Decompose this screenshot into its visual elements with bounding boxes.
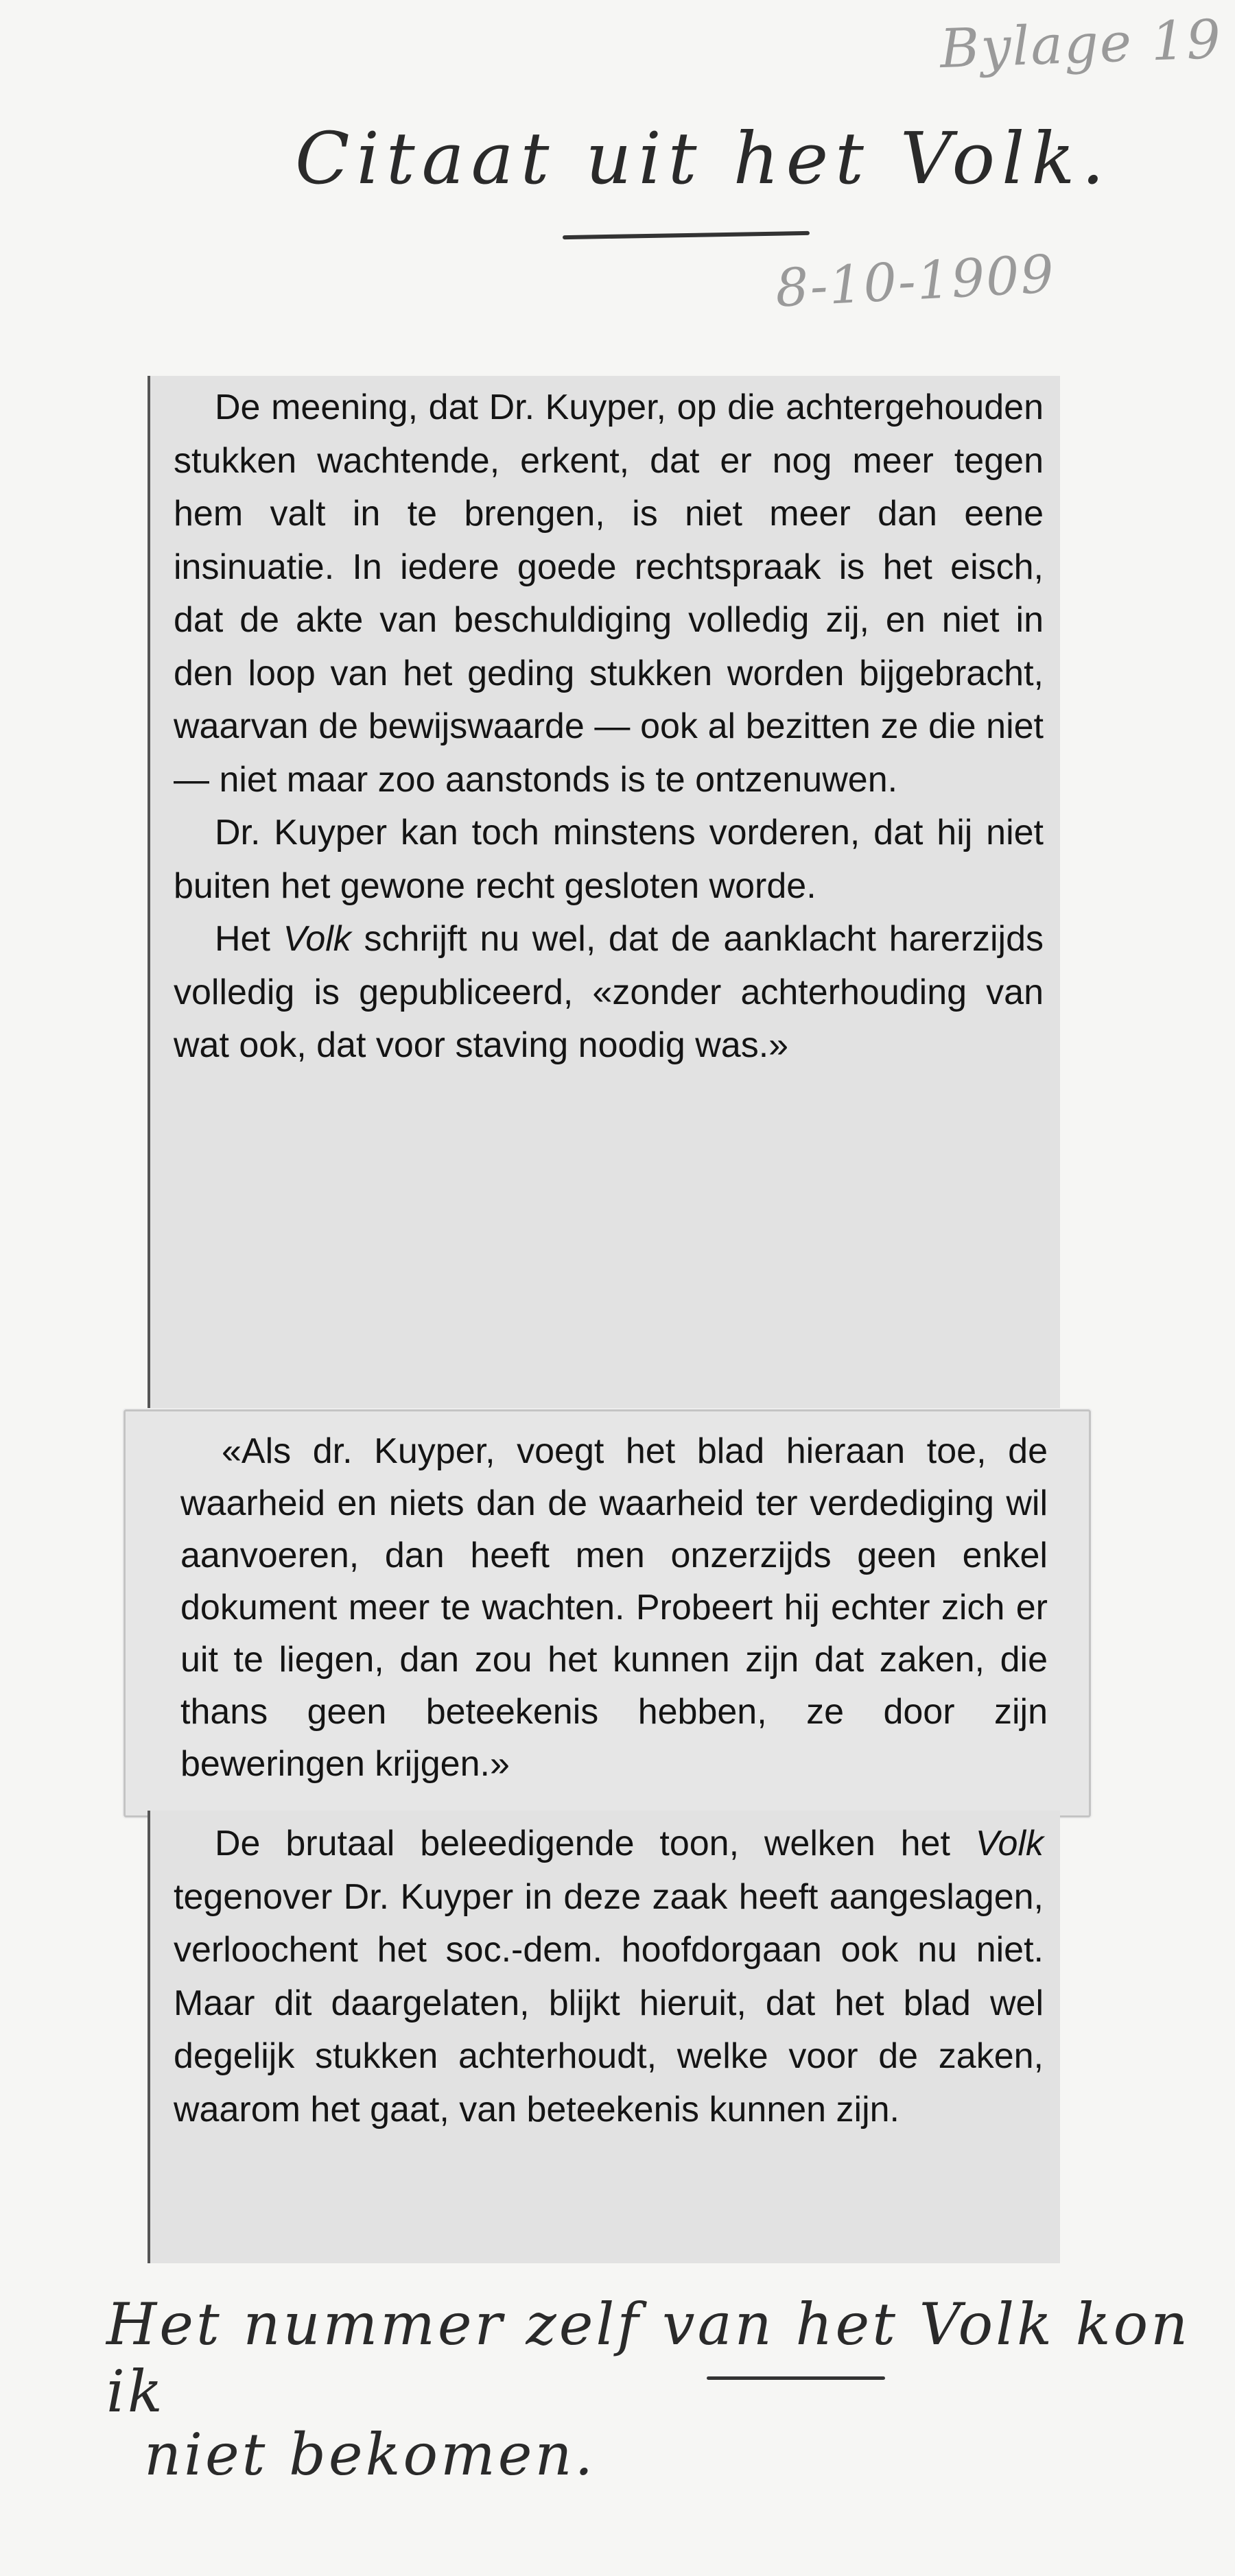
paragraph-3-lead: Het xyxy=(215,919,283,959)
handwritten-note-line-1: Het nummer zelf van het Volk kon ik xyxy=(106,2291,1191,2425)
paragraph-1: De meening, dat Dr. Kuyper, op die achtergehouden stukken wachtende, erkent, dat er nog meer tegen hem valt in te brengen, is niet meer dan eene insinuatie. In iedere goede rechtspraak is het eisch, dat de akte van beschuldiging volledig zij, en niet in den loop van het geding stukken worden bijgebracht, waarvan de bewijswaarde — ook al bezitten ze die niet — niet maar zoo aanstonds is te ontzenuwen. xyxy=(174,387,1044,800)
paragraph-5-rest: tegenover Dr. Kuyper in deze zaak heeft aangeslagen, verloochent het soc.-dem. hoofdorgaan ook nu niet. Maar dit daargelaten, blijkt hieruit, dat het blad wel degelijk stukken achterhoudt, welke voor de zaken, waarom het gaat, van beteekenis kunnen zijn. xyxy=(174,1876,1044,2130)
handwritten-heading: Citaat uit het Volk. xyxy=(295,117,1112,200)
handwritten-note-line-2: niet bekomen. xyxy=(144,2421,596,2488)
volk-title: Volk xyxy=(975,1824,1044,1863)
handwritten-date: 8-10-1909 xyxy=(773,243,1057,319)
newspaper-clipping-upper xyxy=(148,376,1060,1410)
quote-paragraph: «Als dr. Kuyper, voegt het blad hieraan toe, de waarheid en niets dan de waarheid ter verdediging wil aanvoeren, dan heeft men onzerzijds geen enkel dokument meer te wachten. Probeert hij echter zich er uit te liegen, dan zou het kunnen zijn dat zaken, die thans geen beteekenis hebben, ze door zijn beweringen krijgen.» xyxy=(180,1431,1048,1784)
heading-underline xyxy=(563,231,810,239)
appendix-label: Bylage 19 xyxy=(939,8,1223,81)
paragraph-3-rest: schrijft nu wel, dat de aanklacht harerzijds volledig is gepubliceerd, «zonder achterhouding van wat ook, dat voor staving noodig was.» xyxy=(174,919,1044,1065)
newspaper-clipping-lower xyxy=(148,1811,1060,2263)
paragraph-5-lead: De brutaal beleedigende toon, welken het xyxy=(215,1824,976,1863)
paragraph-3 xyxy=(174,913,1044,1073)
volk-title: Volk xyxy=(283,919,351,959)
paragraph-2: Dr. Kuyper kan toch minstens vorderen, dat hij niet buiten het gewone recht gesloten worde. xyxy=(174,813,1044,906)
newspaper-clipping-quote xyxy=(124,1409,1091,1817)
paragraph-5 xyxy=(174,1817,1044,2136)
note-underline xyxy=(707,2376,885,2380)
